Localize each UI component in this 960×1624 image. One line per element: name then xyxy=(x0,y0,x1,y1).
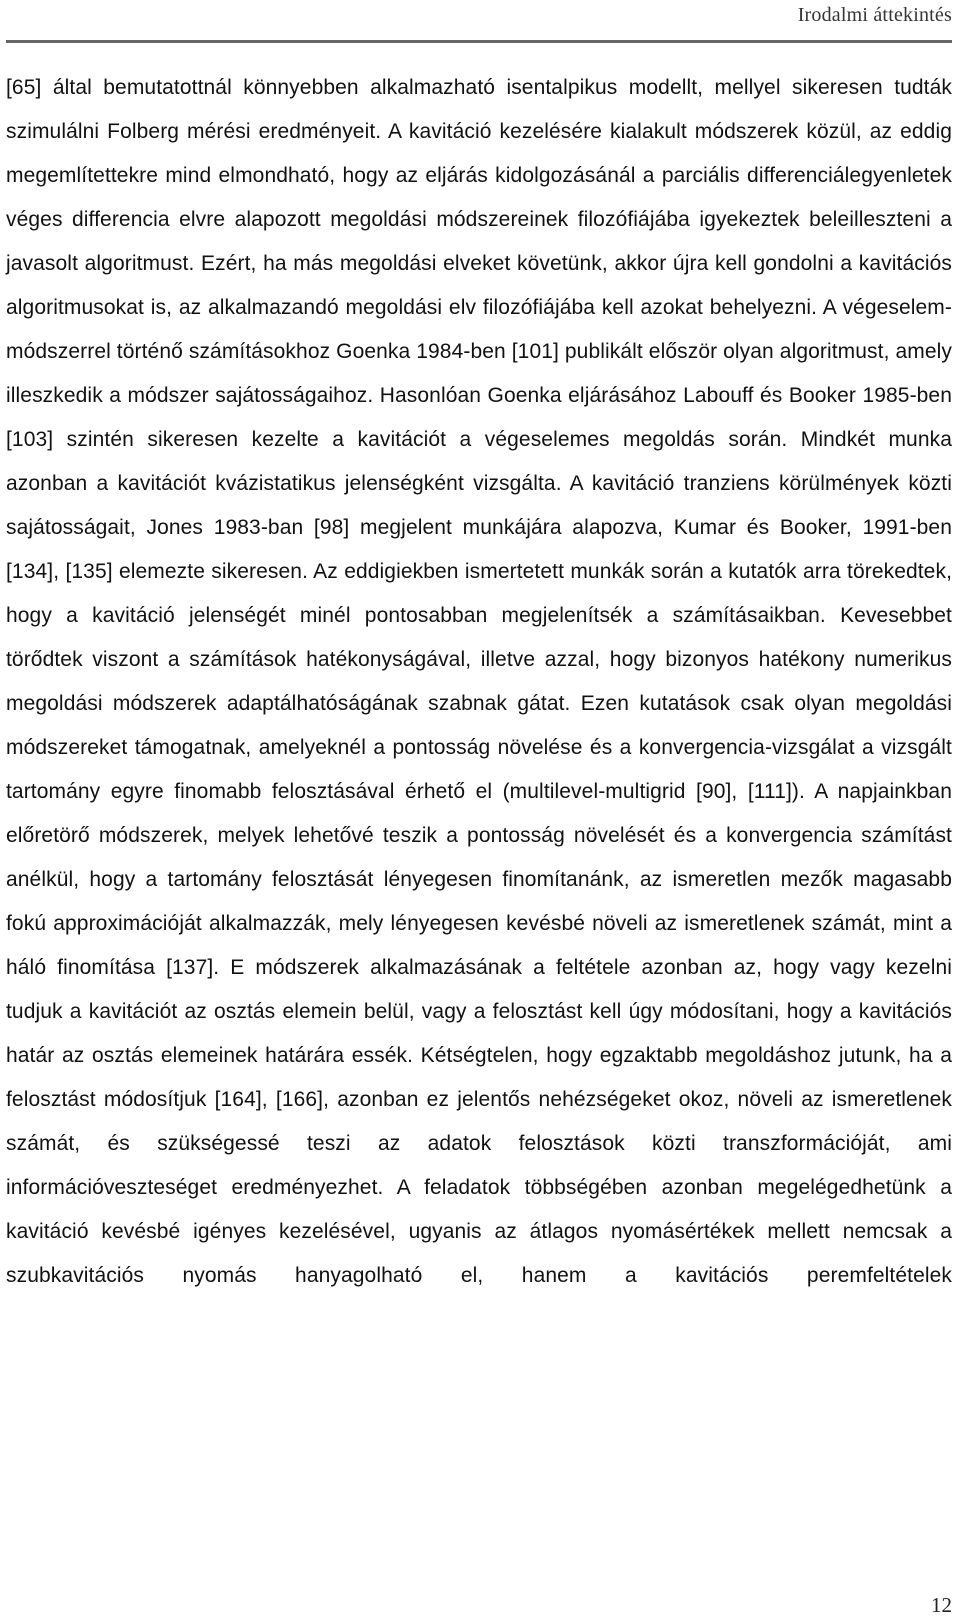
page-number: 12 xyxy=(931,1593,952,1617)
running-header-title: Irodalmi áttekintés xyxy=(797,4,952,26)
header-divider xyxy=(6,40,952,43)
body-paragraph: [65] által bemutatottnál könnyebben alkalmazható isentalpikus modellt, mellyel sikeresen tudták szimulálni Folberg mérési eredményeit. A kavitáció kezelésére kialakult módszerek közül, az eddig megemlítettekre mind elmondható, hogy az eljárás kidolgozásánál a parciális differenciálegyenletek véges differencia elvre alapozott megoldási módszereinek filozófiájába igyekeztek beleilleszteni a javasolt algoritmust. Ezért, ha más megoldási elveket követünk, akkor újra kell gondolni a kavitációs algoritmusokat is, az alkalmazandó megoldási elv filozófiájába kell azokat behelyezni. A végeselem-módszerrel történő számításokhoz Goenka 1984-ben [101] publikált először olyan algoritmust, amely illeszkedik a módszer sajátosságaihoz. Hasonlóan Goenka eljárásához Labouff és Booker 1985-ben [103] szintén sikeresen kezelte a kavitációt a végeselemes megoldás során. Mindkét munka azonban a kavitációt kvázistatikus jelenségként vizsgálta. A kavitáció tranziens körülmények közti sajátosságait, Jones 1983-ban [98] megjelent munkájára alapozva, Kumar és Booker, 1991-ben [134], [135] elemezte sikeresen. Az eddigiekben ismertetett munkák során a kutatók arra törekedtek, hogy a kavitáció jelenségét minél pontosabban megjelenítsék a számításaikban. Kevesebbet törődtek viszont a számítások hatékonyságával, illetve azzal, hogy bizonyos hatékony numerikus megoldási módszerek adaptálhatóságának szabnak gátat. Ezen kutatások csak olyan megoldási módszereket támogatnak, amelyeknél a pontosság növelése és a konvergencia-vizsgálat a vizsgált tartomány egyre finomabb felosztásával érhető el (multilevel-multigrid [90], [111]). A napjainkban előretörő módszerek, melyek lehetővé teszik a pontosság növelését és a konvergencia számítást anélkül, hogy a tartomány felosztását lényegesen finomítanánk, az ismeretlen mezők magasabb fokú approximációját alkalmazzák, mely lényegesen kevésbé növeli az ismeretlenek számát, mint a háló finomítása [137]. E módszerek alkalmazásának a feltétele azonban az, hogy vagy kezelni tudjuk a kavitációt az osztás elemein belül, vagy a felosztást kell úgy módosítani, hogy a kavitációs határ az osztás elemeinek határára essék. Kétségtelen, hogy egzaktabb megoldáshoz jutunk, ha a felosztást módosítjuk [164], [166], azonban ez jelentős nehézségeket okoz, növeli az ismeretlenek számát, és szükségessé teszi az adatok felosztások közti transzformációját, ami információveszteséget eredményezhet. A feladatok többségében azonban megelégedhetünk a kavitáció kevésbé igényes kezelésével, ugyanis az átlagos nyomásértékek mellett nemcsak a szubkavitációs nyomás hanyagolható el, hanem a kavitációs peremfeltételek xyxy=(6,76,952,1287)
